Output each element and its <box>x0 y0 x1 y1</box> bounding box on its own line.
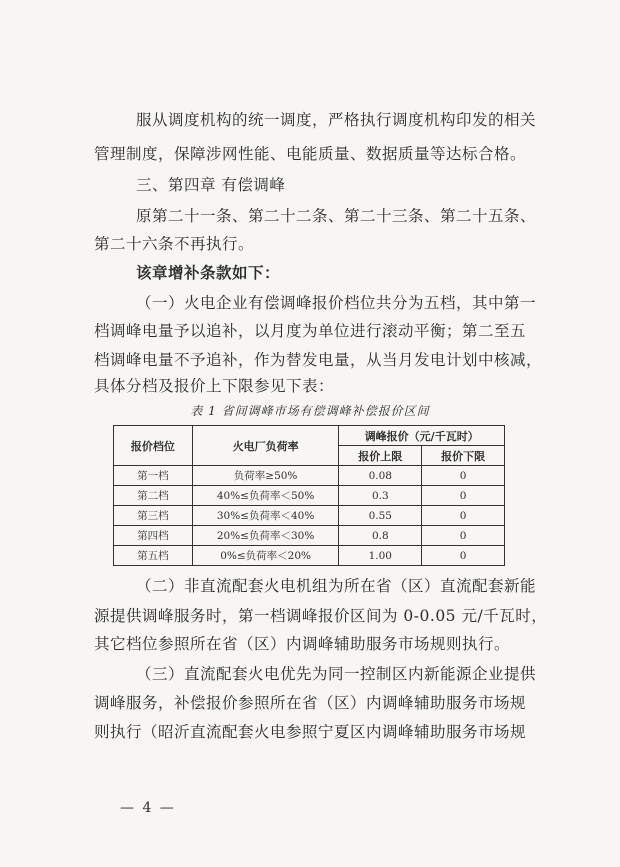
cell-upper: 0.3 <box>339 486 422 506</box>
body-text-line: （三）直流配套火电优先为同一控制区内新能源企业提供 <box>136 665 537 683</box>
price-range-table <box>113 425 505 566</box>
cell-lower: 0 <box>422 466 505 486</box>
cell-tier: 第一档 <box>114 466 193 486</box>
body-text-line: 具体分档及报价上下限参见下表： <box>94 377 335 395</box>
header-lower-limit: 报价下限 <box>422 446 505 466</box>
cell-lower: 0 <box>422 486 505 506</box>
body-text-line: 档调峰电量不予追补，作为替发电量，从当月发电计划中核减， <box>94 351 543 369</box>
table-row <box>114 506 505 526</box>
cell-upper: 1.00 <box>339 546 422 566</box>
body-text-line: 调峰服务，补偿报价参照所在省（区）内调峰辅助服务市场规 <box>94 694 527 712</box>
cell-upper: 0.55 <box>339 506 422 526</box>
cell-tier: 第五档 <box>114 546 193 566</box>
body-text-line: 则执行（昭沂直流配套火电参照宁夏区内调峰辅助服务市场规 <box>94 723 527 741</box>
cell-lower: 0 <box>422 546 505 566</box>
cell-load-rate: 负荷率≥50% <box>192 466 339 486</box>
cell-lower: 0 <box>422 526 505 546</box>
body-text-line: 档调峰电量予以追补，以月度为单位进行滚动平衡；第二至五 <box>94 322 527 340</box>
header-load-rate: 火电厂负荷率 <box>192 426 339 466</box>
body-text-line: （一）火电企业有偿调峰报价档位共分为五档，其中第一 <box>136 294 537 312</box>
header-tier: 报价档位 <box>114 426 193 466</box>
table-row <box>114 486 505 506</box>
cell-tier: 第二档 <box>114 486 193 506</box>
table-row <box>114 526 505 546</box>
cell-tier: 第四档 <box>114 526 193 546</box>
cell-load-rate: 0%≤负荷率＜20% <box>192 546 339 566</box>
table-caption: 表 1 省间调峰市场有偿调峰补偿报价区间 <box>190 404 430 418</box>
body-text-line: 第二十六条不再执行。 <box>94 235 255 253</box>
cell-upper: 0.08 <box>339 466 422 486</box>
body-text-line: 原第二十一条、第二十二条、第二十三条、第二十五条、 <box>136 207 537 225</box>
section-heading: 三、第四章 有偿调峰 <box>136 176 286 194</box>
table-row <box>114 546 505 566</box>
header-upper-limit: 报价上限 <box>339 446 422 466</box>
body-text-line: （二）非直流配套火电机组为所在省（区）直流配套新能 <box>136 577 537 595</box>
header-price: 调峰报价（元/千瓦时） <box>339 426 505 446</box>
body-text-line: 其它档位参照所在省（区）内调峰辅助服务市场规则执行。 <box>94 635 511 653</box>
body-text-line: 管理制度，保障涉网性能、电能质量、数据质量等达标合格。 <box>94 145 527 163</box>
body-text-line: 服从调度机构的统一调度，严格执行调度机构印发的相关 <box>136 111 537 129</box>
cell-upper: 0.8 <box>339 526 422 546</box>
cell-load-rate: 30%≤负荷率＜40% <box>192 506 339 526</box>
bold-subheading: 该章增补条款如下： <box>136 263 281 282</box>
cell-load-rate: 40%≤负荷率＜50% <box>192 486 339 506</box>
page-number: — 4 — <box>120 800 176 816</box>
table-row <box>114 466 505 486</box>
body-text-line: 源提供调峰服务时，第一档调峰报价区间为 0-0.05 元/千瓦时， <box>94 607 548 625</box>
cell-tier: 第三档 <box>114 506 193 526</box>
cell-lower: 0 <box>422 506 505 526</box>
cell-load-rate: 20%≤负荷率＜30% <box>192 526 339 546</box>
